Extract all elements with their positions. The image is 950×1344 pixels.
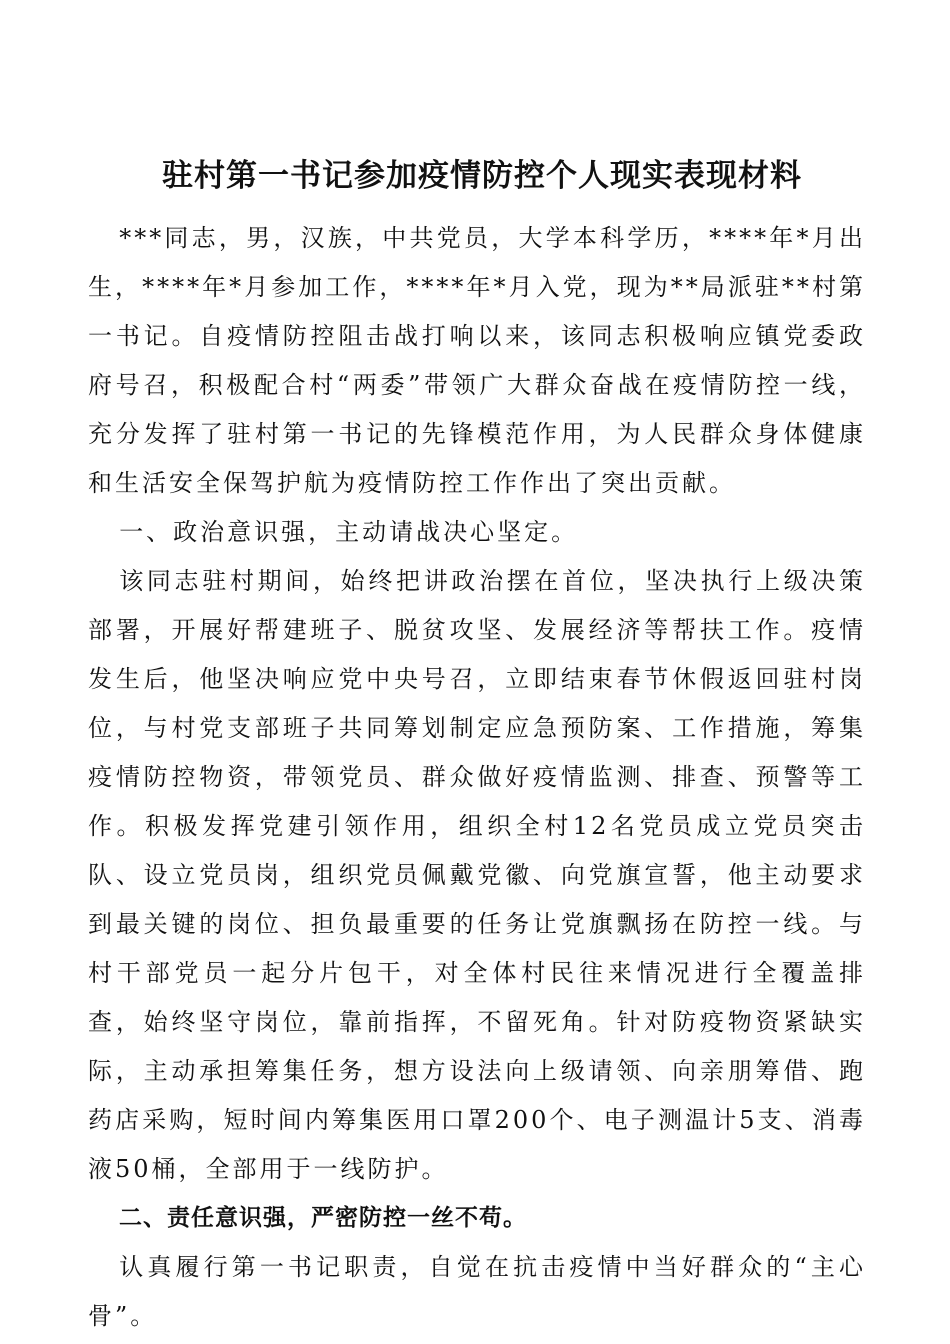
intro-paragraph: ***同志，男，汉族，中共党员，大学本科学历，****年*月出生，****年*月参加工作，****年*月入党，现为**局派驻**村第一书记。自疫情防控阻击战打响以来，该同志积极响应镇党委政府号召，积极配合村“两委”带领广大群众奋战在疫情防控一线，充分发挥了驻村第一书记的先锋模范作用，为人民群众身体健康和生活安全保驾护航为疫情防控工作作出了突出贡献。 [88, 224, 866, 497]
section-2-heading: 二、责任意识强，严密防控一丝不苟。 [119, 1205, 528, 1231]
section-1-heading: 一、政治意识强，主动请战决心坚定。 [119, 518, 579, 546]
section-2-paragraph: 认真履行第一书记职责，自觉在抗击疫情中当好群众的“主心骨”。 [88, 1253, 866, 1330]
section-1-paragraph: 该同志驻村期间，始终把讲政治摆在首位，坚决执行上级决策部署，开展好帮建班子、脱贫攻坚、发展经济等帮扶工作。疫情发生后，他坚决响应党中央号召，立即结束春节休假返回驻村岗位，与村党支部班子共同筹划制定应急预防案、工作措施，筹集疫情防控物资，带领党员、群众做好疫情监测、排查、预警等工作。积极发挥党建引领作用，组织全村12名党员成立党员突击队、设立党员岗，组织党员佩戴党徽、向党旗宣誓，他主动要求到最关键的岗位、担负最重要的任务让党旗飘扬在防控一线。与村干部党员一起分片包干，对全体村民往来情况进行全覆盖排查，始终坚守岗位，靠前指挥，不留死角。针对防疫物资紧缺实际，主动承担筹集任务，想方设法向上级请领、向亲朋筹借、跑药店采购，短时间内筹集医用口罩200个、电子测温计5支、消毒液50桶，全部用于一线防护。 [88, 567, 866, 1183]
document-title: 驻村第一书记参加疫情防控个人现实表现材料 [162, 158, 802, 194]
document-page [88, 146, 866, 1341]
